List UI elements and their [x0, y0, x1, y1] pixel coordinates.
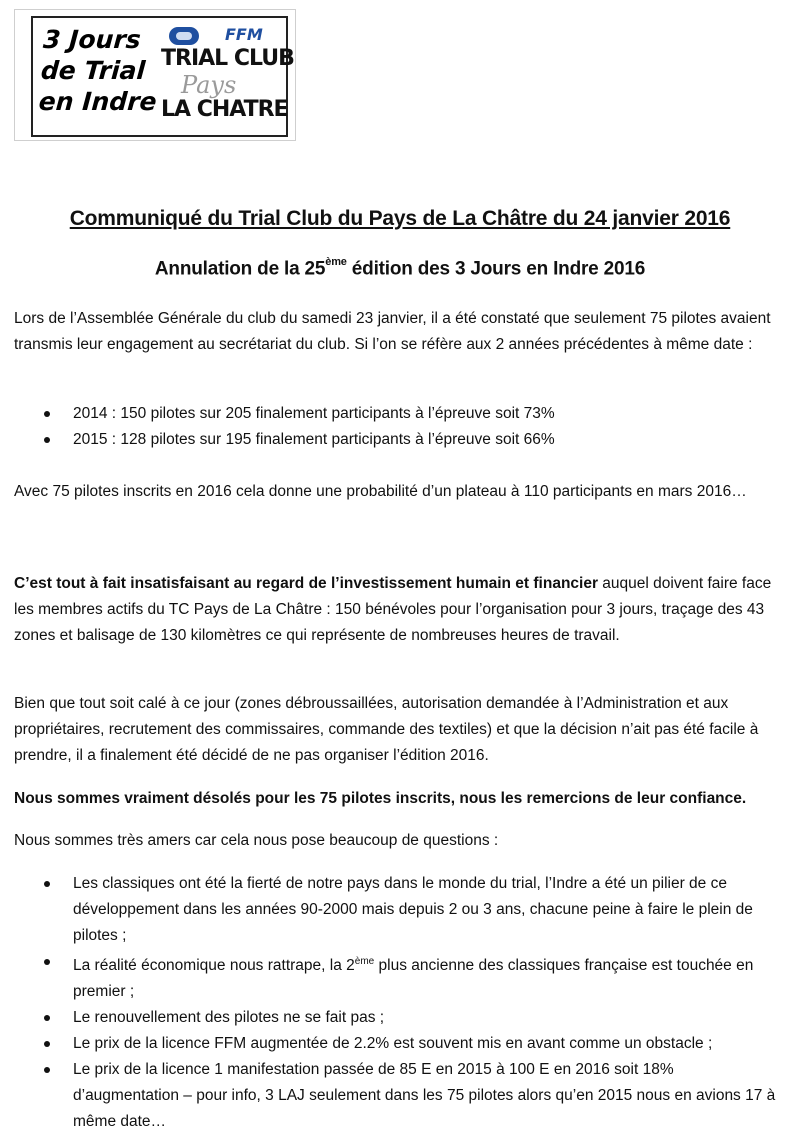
question-item: Le prix de la licence FFM augmentée de 2.2% est souvent mis en avant comme un obstacle ; — [40, 1031, 780, 1057]
stats-list — [40, 401, 780, 453]
projection-paragraph: Avec 75 pilotes inscrits en 2016 cela donne une probabilité d’un plateau à 110 participants en mars 2016… — [14, 483, 747, 500]
event-logo-line-2: de Trial — [39, 56, 147, 85]
investment-text: auquel doivent faire face les membres actifs du TC Pays de La Châtre : 150 bénévoles pour l’organisation pour 3 jours, traçage des 43 zones et balisage de 130 kilomètres ce qui représente de nombreuses heures de travail. — [14, 575, 772, 644]
page-subtitle — [0, 258, 800, 280]
investment-bold-text: C’est tout à fait insatisfaisant au regard de l’investissement humain et financier — [14, 575, 598, 592]
questions-list — [40, 871, 780, 1135]
subtitle-superscript: ème — [325, 256, 347, 268]
question-item: Le renouvellement des pilotes ne se fait pas ; — [40, 1005, 780, 1031]
stats-item: 2014 : 150 pilotes sur 205 finalement participants à l’épreuve soit 73% — [40, 401, 780, 427]
subtitle-text-end: édition des 3 Jours en Indre 2016 — [346, 258, 646, 280]
investment-paragraph — [14, 571, 786, 649]
page-title: Communiqué du Trial Club du Pays de La Châtre du 24 janvier 2016 — [69, 207, 731, 230]
question-superscript: ème — [354, 956, 375, 967]
question-item: Le prix de la licence 1 manifestation passée de 85 E en 2015 à 100 E en 2016 soit 18% d’augmentation – pour info, 3 LAJ seulement dans les 75 pilotes alors qu’en 2015 nous en avions 17 à même date… — [40, 1057, 780, 1135]
logo-frame — [31, 16, 294, 137]
apology-paragraph: Nous sommes vraiment désolés pour les 75 pilotes inscrits, nous les remercions de leur confiance. — [14, 790, 747, 807]
intro-paragraph: Lors de l’Assemblée Générale du club du samedi 23 janvier, il a été constaté que seulement 75 pilotes avaient transmis leur engagement au secrétariat du club. Si l’on se réfère aux 2 années précédentes à même date : — [14, 310, 771, 353]
ffm-logo: FFM — [225, 25, 263, 44]
event-logo-line-3: en Indre — [37, 87, 158, 116]
club-name-line-1: TRIAL CLUB — [161, 46, 294, 71]
league-emblem-icon — [169, 27, 199, 45]
club-logo — [14, 9, 296, 141]
question-item — [40, 949, 780, 1005]
subtitle-text-start: Annulation de la 25 — [154, 258, 326, 280]
event-logo-line-1: 3 Jours — [42, 25, 142, 54]
questions-intro: Nous sommes très amers car cela nous pose beaucoup de questions : — [14, 832, 499, 849]
question-text-end: plus ancienne des classiques française est touchée en premier ; — [73, 957, 754, 1001]
question-item: Les classiques ont été la fierté de notre pays dans le monde du trial, l’Indre a été un pilier de ce développement dans les années 90-2000 mais depuis 2 ou 3 ans, chacune peine à faire le plein de pilotes ; — [40, 871, 780, 949]
event-logo-text — [38, 24, 157, 117]
club-logo-text — [161, 23, 294, 135]
club-name-town: LA CHATRE — [161, 97, 288, 122]
stats-item: 2015 : 128 pilotes sur 195 finalement participants à l’épreuve soit 66% — [40, 427, 780, 453]
question-text-start: La réalité économique nous rattrape, la 2 — [73, 957, 355, 975]
decision-paragraph: Bien que tout soit calé à ce jour (zones débroussaillées, autorisation demandée à l’Administration et aux propriétaires, recrutement des commissaires, commande des textiles) et que la décision n’ait pas été facile à prendre, il a finalement été décidé de ne pas organiser l’édition 2016. — [14, 695, 759, 764]
club-name-pays: Pays — [181, 71, 237, 99]
